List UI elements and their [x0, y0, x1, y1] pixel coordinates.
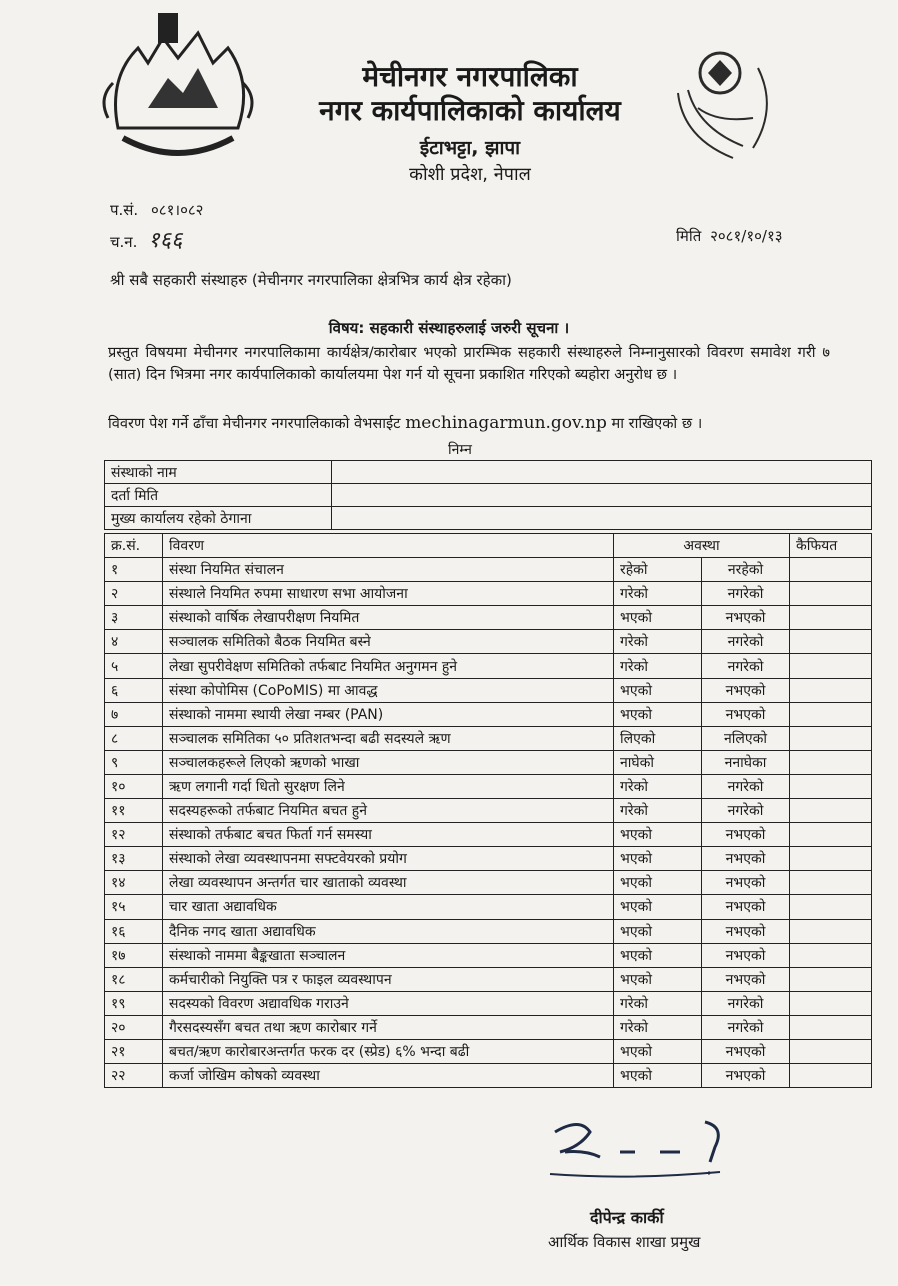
office-province: कोशी प्रदेश, नेपाल: [409, 164, 531, 185]
table-row: [105, 1015, 872, 1039]
row-remarks[interactable]: [790, 847, 872, 871]
reference-number: प.सं. ०८१।०८२: [110, 201, 204, 219]
row-status-no[interactable]: नगरेको: [702, 654, 790, 678]
row-status-yes[interactable]: भएको: [614, 702, 702, 726]
row-sn: १०: [105, 774, 163, 798]
row-status-yes[interactable]: भएको: [614, 1039, 702, 1063]
dispatch-number: च.न. १६६: [110, 228, 183, 253]
row-status-yes[interactable]: भएको: [614, 895, 702, 919]
form-row: [105, 461, 872, 484]
table-row: [105, 558, 872, 582]
row-status-yes[interactable]: भएको: [614, 823, 702, 847]
row-description: संस्थाको तर्फबाट बचत फिर्ता गर्न समस्या: [163, 823, 614, 847]
table-row: [105, 823, 872, 847]
row-remarks[interactable]: [790, 991, 872, 1015]
table-row: [105, 654, 872, 678]
row-remarks[interactable]: [790, 895, 872, 919]
row-status-no[interactable]: नभएको: [702, 823, 790, 847]
row-remarks[interactable]: [790, 1015, 872, 1039]
row-status-no[interactable]: नभएको: [702, 919, 790, 943]
row-status-no[interactable]: नरहेको: [702, 558, 790, 582]
row-sn: १: [105, 558, 163, 582]
row-status-no[interactable]: नभएको: [702, 967, 790, 991]
header-status: अवस्था: [614, 534, 790, 558]
table-row: [105, 1064, 872, 1088]
row-remarks[interactable]: [790, 630, 872, 654]
nepal-emblem-icon: [88, 8, 268, 168]
row-status-no[interactable]: नभएको: [702, 678, 790, 702]
row-status-no[interactable]: नगरेको: [702, 774, 790, 798]
row-sn: ७: [105, 702, 163, 726]
row-sn: ३: [105, 606, 163, 630]
row-remarks[interactable]: [790, 558, 872, 582]
form-value-field[interactable]: [332, 461, 872, 484]
row-sn: २: [105, 582, 163, 606]
row-sn: ५: [105, 654, 163, 678]
table-row: [105, 991, 872, 1015]
office-location: ईटाभट्टा, झापा: [419, 137, 521, 159]
row-remarks[interactable]: [790, 678, 872, 702]
row-description: सदस्यहरूको तर्फबाट नियमित बचत हुने: [163, 799, 614, 823]
table-row: [105, 871, 872, 895]
form-label: दर्ता मिति: [105, 484, 332, 507]
row-status-yes[interactable]: गरेको: [614, 630, 702, 654]
row-status-no[interactable]: नभएको: [702, 895, 790, 919]
row-sn: १६: [105, 919, 163, 943]
row-status-no[interactable]: नगरेको: [702, 1015, 790, 1039]
row-status-yes[interactable]: भएको: [614, 678, 702, 702]
table-row: [105, 678, 872, 702]
row-description: गैरसदस्यसँग बचत तथा ऋण कारोबार गर्ने: [163, 1015, 614, 1039]
table-row: [105, 943, 872, 967]
row-status-no[interactable]: नभएको: [702, 702, 790, 726]
row-status-yes[interactable]: लिएको: [614, 726, 702, 750]
row-description: चार खाता अद्यावधिक: [163, 895, 614, 919]
form-value-field[interactable]: [332, 507, 872, 530]
office-name: नगर कार्यपालिकाको कार्यालय: [319, 94, 621, 127]
row-status-yes[interactable]: गरेको: [614, 654, 702, 678]
subject-line: विषय: सहकारी संस्थाहरुलाई जरुरी सूचना ।: [328, 319, 570, 337]
row-status-yes[interactable]: गरेको: [614, 774, 702, 798]
table-row: [105, 847, 872, 871]
row-remarks[interactable]: [790, 774, 872, 798]
row-status-yes[interactable]: भएको: [614, 919, 702, 943]
row-sn: १९: [105, 991, 163, 1015]
row-description: सञ्चालकहरूले लिएको ऋणको भाखा: [163, 750, 614, 774]
row-description: सदस्यको विवरण अद्यावधिक गराउने: [163, 991, 614, 1015]
row-sn: २०: [105, 1015, 163, 1039]
row-remarks[interactable]: [790, 654, 872, 678]
row-remarks[interactable]: [790, 1064, 872, 1088]
row-remarks[interactable]: [790, 750, 872, 774]
municipality-name: मेचीनगर नगरपालिका: [362, 60, 578, 93]
row-description: कर्जा जोखिम कोषको व्यवस्था: [163, 1064, 614, 1088]
addressee: श्री सबै सहकारी संस्थाहरु (मेचीनगर नगरपालिका क्षेत्रभित्र कार्य क्षेत्र रहेका): [110, 271, 512, 289]
table-row: [105, 702, 872, 726]
row-status-no[interactable]: ननाघेका: [702, 750, 790, 774]
row-description: सञ्चालक समितिको बैठक नियमित बस्ने: [163, 630, 614, 654]
table-row: [105, 967, 872, 991]
row-description: संस्थाको वार्षिक लेखापरीक्षण नियमित: [163, 606, 614, 630]
row-status-yes[interactable]: भएको: [614, 847, 702, 871]
row-status-no[interactable]: नलिएको: [702, 726, 790, 750]
row-description: संस्था नियमित संचालन: [163, 558, 614, 582]
row-remarks[interactable]: [790, 799, 872, 823]
row-description: सञ्चालक समितिका ५० प्रतिशतभन्दा बढी सदस्यले ऋण: [163, 726, 614, 750]
signature-mark: [540, 1112, 740, 1182]
row-sn: २१: [105, 1039, 163, 1063]
row-sn: १५: [105, 895, 163, 919]
row-remarks[interactable]: [790, 871, 872, 895]
body-paragraph: प्रस्तुत विषयमा मेचीनगर नगरपालिकामा कार्यक्षेत्र/कारोबार भएको प्रारम्भिक सहकारी संस्थाहरुले निम्नानुसारको विवरण समावेश गरी ७ (सात) दिन भित्रमा नगर कार्यपालिकाको कार्यालयमा पेश गर्न यो सूचना प्रकाशित गरिएको ब्यहोरा अनुरोध छ ।: [108, 344, 830, 383]
row-remarks[interactable]: [790, 582, 872, 606]
row-sn: ६: [105, 678, 163, 702]
row-sn: २२: [105, 1064, 163, 1088]
header-description: विवरण: [163, 534, 614, 558]
row-sn: ४: [105, 630, 163, 654]
table-row: [105, 726, 872, 750]
form-value-field[interactable]: [332, 484, 872, 507]
signatory-title: आर्थिक विकास शाखा प्रमुख: [548, 1233, 701, 1251]
row-sn: १३: [105, 847, 163, 871]
row-status-no[interactable]: नगरेको: [702, 799, 790, 823]
row-status-yes[interactable]: गरेको: [614, 582, 702, 606]
row-sn: १७: [105, 943, 163, 967]
row-description: ऋण लगानी गर्दा धितो सुरक्षण लिने: [163, 774, 614, 798]
row-status-yes[interactable]: नाघेको: [614, 750, 702, 774]
signatory-name: दीपेन्द्र कार्की: [590, 1208, 664, 1227]
row-status-yes[interactable]: रहेको: [614, 558, 702, 582]
row-sn: १२: [105, 823, 163, 847]
table-row: [105, 799, 872, 823]
form-row: [105, 484, 872, 507]
header-remarks: कैफियत: [790, 534, 872, 558]
row-description: संस्थाले नियमित रुपमा साधारण सभा आयोजना: [163, 582, 614, 606]
header-sn: क्र.सं.: [105, 534, 163, 558]
row-remarks[interactable]: [790, 726, 872, 750]
row-status-no[interactable]: नभएको: [702, 1039, 790, 1063]
row-remarks[interactable]: [790, 1039, 872, 1063]
row-status-no[interactable]: नभएको: [702, 943, 790, 967]
row-sn: ११: [105, 799, 163, 823]
table-row: [105, 750, 872, 774]
website-link[interactable]: mechinagarmun.gov.np: [405, 413, 607, 433]
row-description: संस्थाको नाममा स्थायी लेखा नम्बर (PAN): [163, 702, 614, 726]
row-description: कर्मचारीको नियुक्ति पत्र र फाइल व्यवस्थापन: [163, 967, 614, 991]
row-sn: १८: [105, 967, 163, 991]
row-description: संस्थाको लेखा व्यवस्थापनमा सफ्टवेयरको प्रयोग: [163, 847, 614, 871]
row-remarks[interactable]: [790, 606, 872, 630]
letterhead: [280, 60, 660, 188]
table-row: [105, 1039, 872, 1063]
table-row: [105, 774, 872, 798]
website-paragraph: विवरण पेश गर्ने ढाँचा मेचीनगर नगरपालिकाको वेभसाईट mechinagarmun.gov.np मा राखिएको छ ।: [108, 413, 703, 433]
row-status-yes[interactable]: गरेको: [614, 799, 702, 823]
letter-date: मिति २०८१/१०/१३: [676, 227, 783, 245]
row-status-yes[interactable]: भएको: [614, 943, 702, 967]
row-remarks[interactable]: [790, 943, 872, 967]
row-sn: ९: [105, 750, 163, 774]
status-table: [104, 533, 872, 1088]
table-row: [105, 919, 872, 943]
row-status-yes[interactable]: भएको: [614, 1064, 702, 1088]
table-row: [105, 895, 872, 919]
row-sn: ८: [105, 726, 163, 750]
row-status-yes[interactable]: भएको: [614, 606, 702, 630]
office-seal-stamp: [658, 38, 788, 168]
form-label: मुख्य कार्यालय रहेको ठेगाना: [105, 507, 332, 530]
row-remarks[interactable]: [790, 823, 872, 847]
row-status-yes[interactable]: गरेको: [614, 991, 702, 1015]
row-status-no[interactable]: नभएको: [702, 847, 790, 871]
table-row: [105, 582, 872, 606]
table-body: [105, 558, 872, 1088]
row-remarks[interactable]: [790, 702, 872, 726]
row-sn: १४: [105, 871, 163, 895]
row-status-no[interactable]: नगरेको: [702, 991, 790, 1015]
row-status-yes[interactable]: गरेको: [614, 1015, 702, 1039]
row-status-no[interactable]: नगरेको: [702, 582, 790, 606]
form-label: संस्थाको नाम: [105, 461, 332, 484]
row-status-no[interactable]: नभएको: [702, 1064, 790, 1088]
row-description: दैनिक नगद खाता अद्यावधिक: [163, 919, 614, 943]
row-description: बचत/ऋण कारोबारअन्तर्गत फरक दर (स्प्रेड) ६% भन्दा बढी: [163, 1039, 614, 1063]
row-status-no[interactable]: नगरेको: [702, 630, 790, 654]
row-description: संस्थाको नाममा बैङ्कखाता सञ्चालन: [163, 943, 614, 967]
row-description: संस्था कोपोमिस (CoPoMIS) मा आवद्ध: [163, 678, 614, 702]
row-status-yes[interactable]: भएको: [614, 871, 702, 895]
row-remarks[interactable]: [790, 919, 872, 943]
organization-form: [104, 460, 872, 530]
row-status-yes[interactable]: भएको: [614, 967, 702, 991]
table-row: [105, 630, 872, 654]
row-description: लेखा सुपरीवेक्षण समितिको तर्फबाट नियमित अनुगमन हुने: [163, 654, 614, 678]
form-row: [105, 507, 872, 530]
below-label: निम्न: [448, 442, 472, 458]
row-status-no[interactable]: नभएको: [702, 871, 790, 895]
row-description: लेखा व्यवस्थापन अन्तर्गत चार खाताको व्यवस्था: [163, 871, 614, 895]
table-row: [105, 606, 872, 630]
table-header-row: [105, 534, 872, 558]
row-status-no[interactable]: नभएको: [702, 606, 790, 630]
row-remarks[interactable]: [790, 967, 872, 991]
